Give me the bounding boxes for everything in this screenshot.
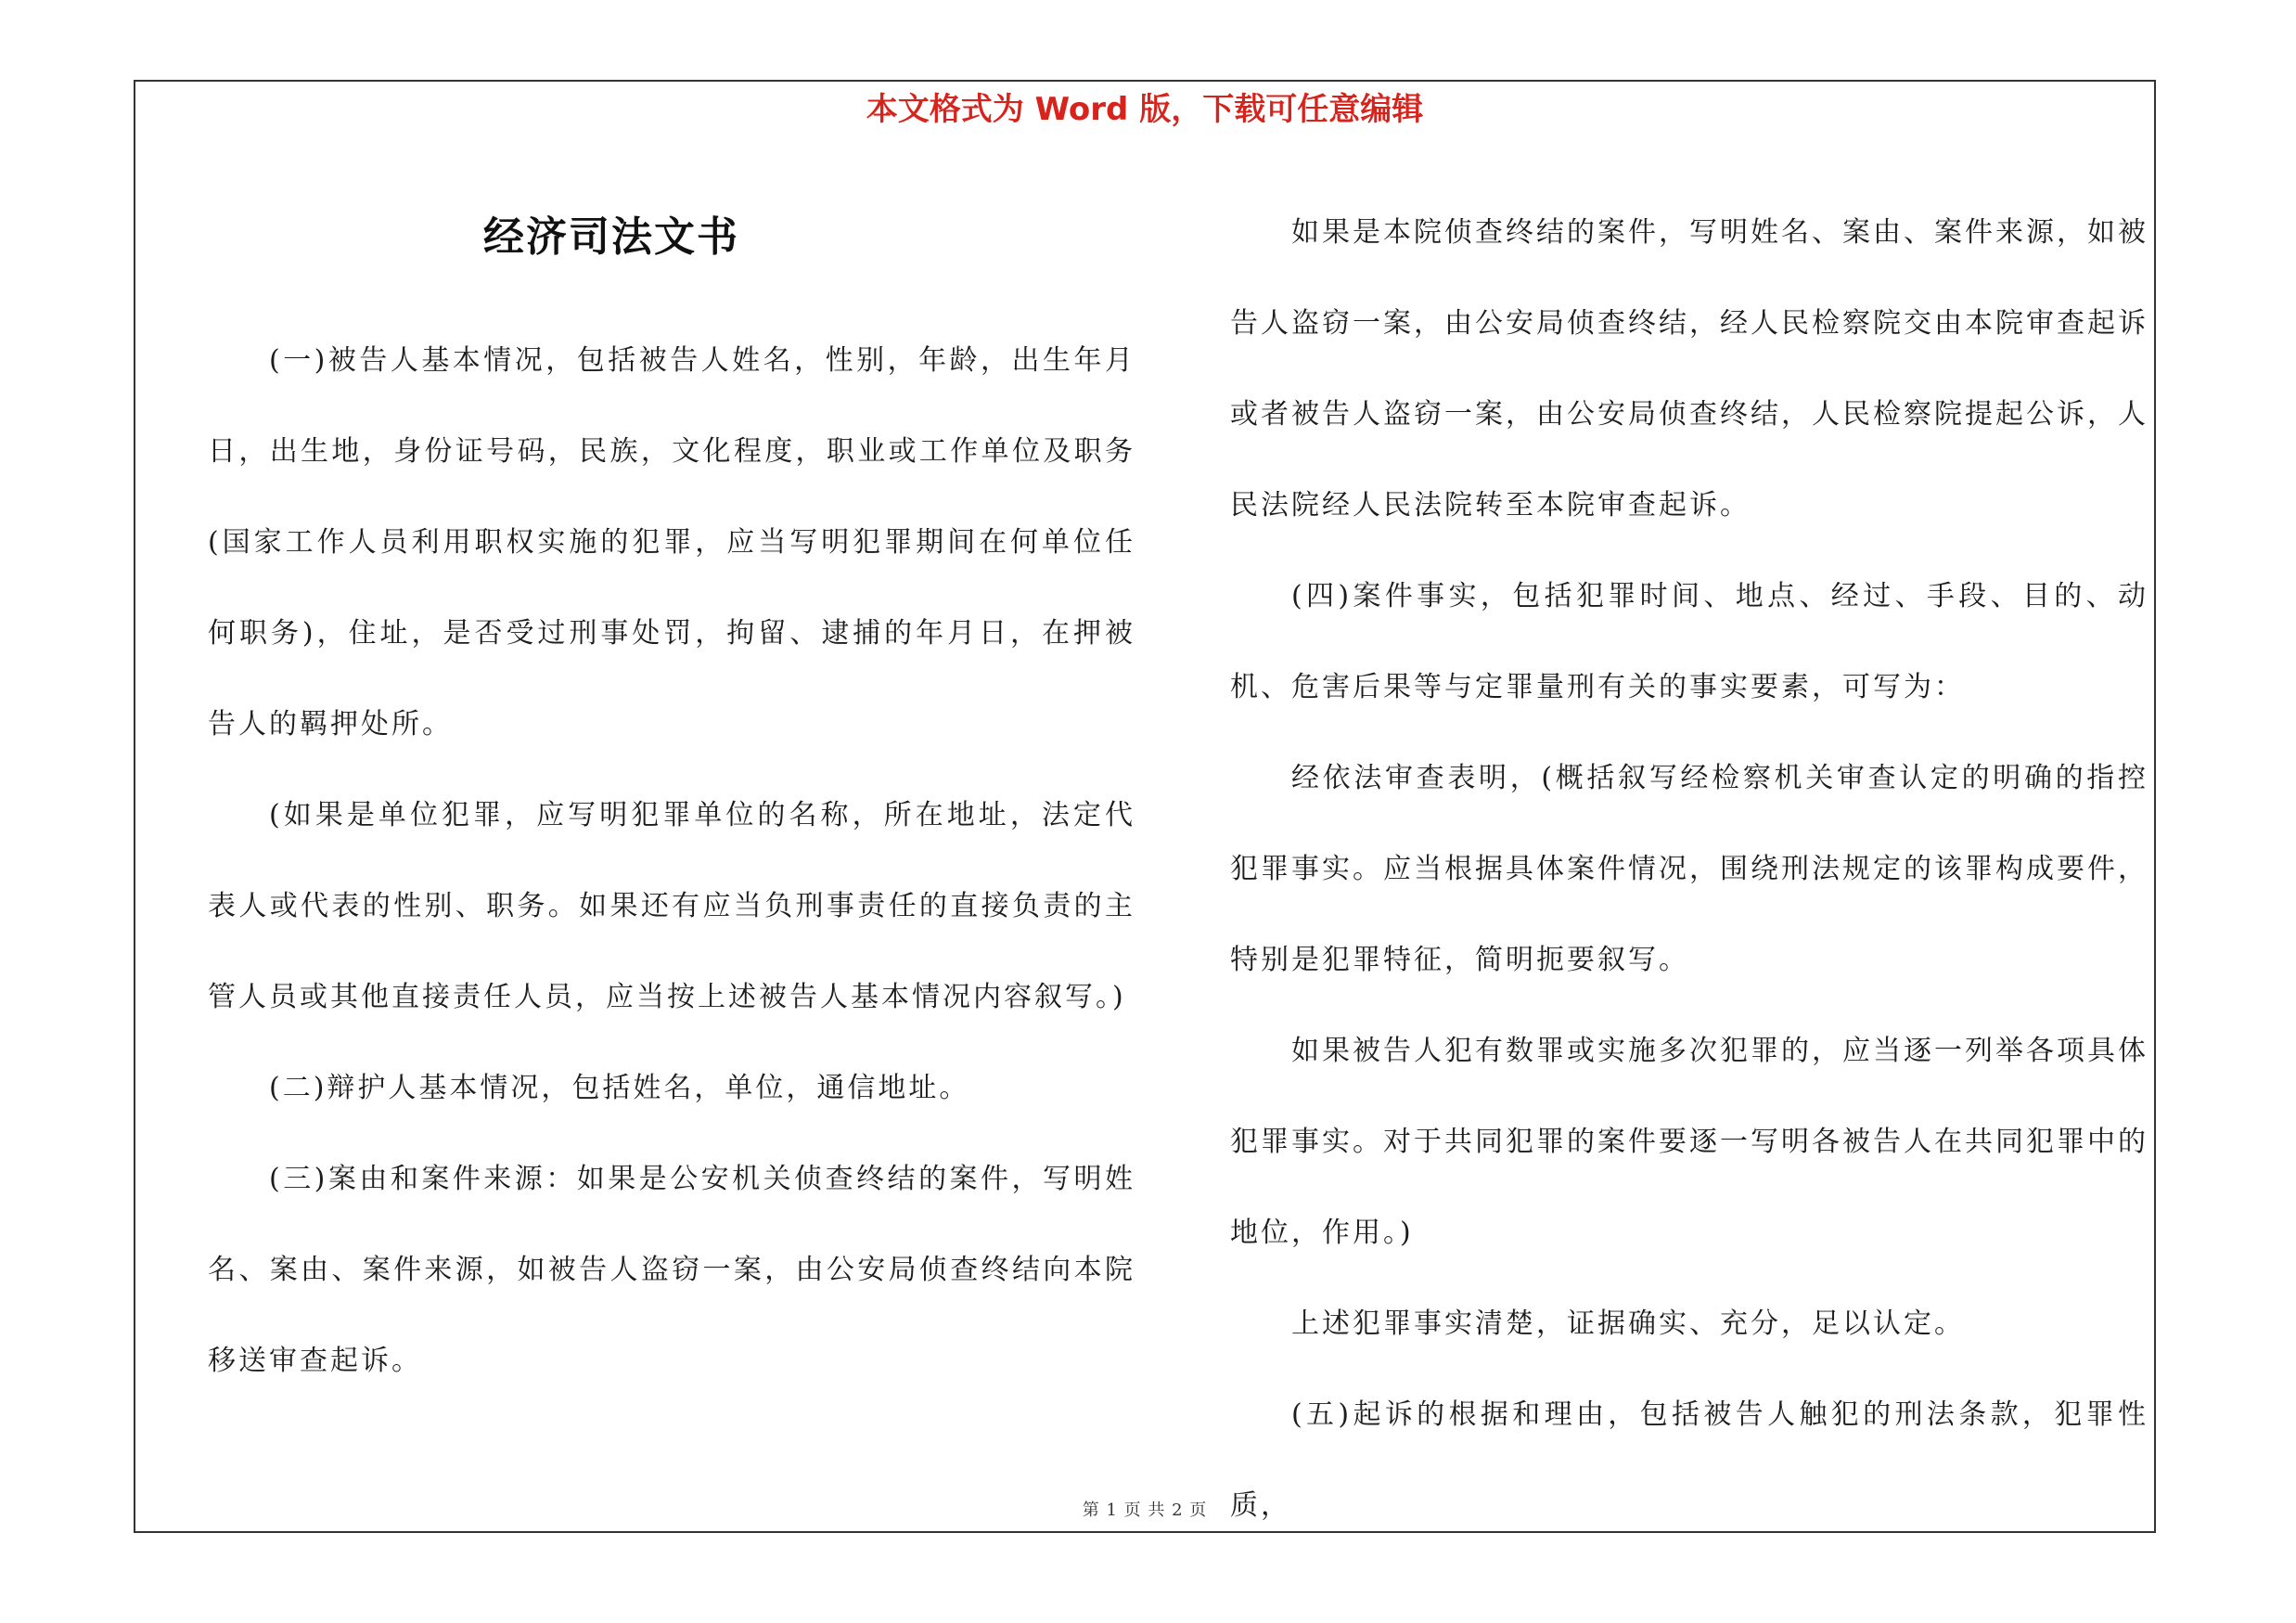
- paragraph: 经依法审查表明，(概括叙写经检察机关审查认定的明确的指控犯罪事实。应当根据具体案件情况，围绕刑法规定的该罪构成要件，特别是犯罪特征，简明扼要叙写。: [1230, 762, 2148, 976]
- format-banner: 本文格式为 Word 版，下载可任意编辑: [866, 91, 1424, 128]
- paragraph: 如果是本院侦查终结的案件，写明姓名、案由、案件来源，如被告人盗窃一案，由公安局侦查终结，经人民检察院交由本院审查起诉或者被告人盗窃一案，由公安局侦查终结，人民检察院提起公诉，人民法院经人民法院转至本院审查起诉。: [1230, 216, 2148, 522]
- paragraph: (三)案由和案件来源：如果是公安机关侦查终结的案件，写明姓名、案由、案件来源，如被告人盗窃一案，由公安局侦查终结向本院移送审查起诉。: [208, 1163, 1135, 1377]
- page-number-footer: 第 1 页 共 2 页: [1082, 1501, 1208, 1520]
- paragraph: (二)辩护人基本情况，包括姓名，单位，通信地址。: [269, 1072, 970, 1104]
- paragraph: (如果是单位犯罪，应写明犯罪单位的名称，所在地址，法定代表人或代表的性别、职务。如果还有应当负刑事责任的直接负责的主管人员或其他直接责任人员，应当按上述被告人基本情况内容叙写。): [208, 799, 1135, 1013]
- paragraph: (五)起诉的根据和理由，包括被告人触犯的刑法条款，犯罪性质，: [1230, 1398, 2148, 1522]
- paragraph: 如果被告人犯有数罪或实施多次犯罪的，应当逐一列举各项具体犯罪事实。对于共同犯罪的案件要逐一写明各被告人在共同犯罪中的地位，作用。): [1230, 1035, 2148, 1249]
- left-text-block: [208, 316, 1135, 1407]
- document-title: 经济司法文书: [483, 213, 739, 261]
- paragraph: (一)被告人基本情况，包括被告人姓名，性别，年龄，出生年月日，出生地，身份证号码，民族，文化程度，职业或工作单位及职务(国家工作人员利用职权实施的犯罪，应当写明犯罪期间在何单位任何职务)，住址，是否受过刑事处罚，拘留、逮捕的年月日，在押被告人的羁押处所。: [208, 344, 1135, 741]
- right-text-block: [1230, 187, 2148, 1552]
- paragraph: 上述犯罪事实清楚，证据确实、充分，足以认定。: [1291, 1307, 1965, 1340]
- document-page: [134, 80, 2156, 1533]
- paragraph: (四)案件事实，包括犯罪时间、地点、经过、手段、目的、动机、危害后果等与定罪量刑有关的事实要素，可写为：: [1230, 580, 2148, 703]
